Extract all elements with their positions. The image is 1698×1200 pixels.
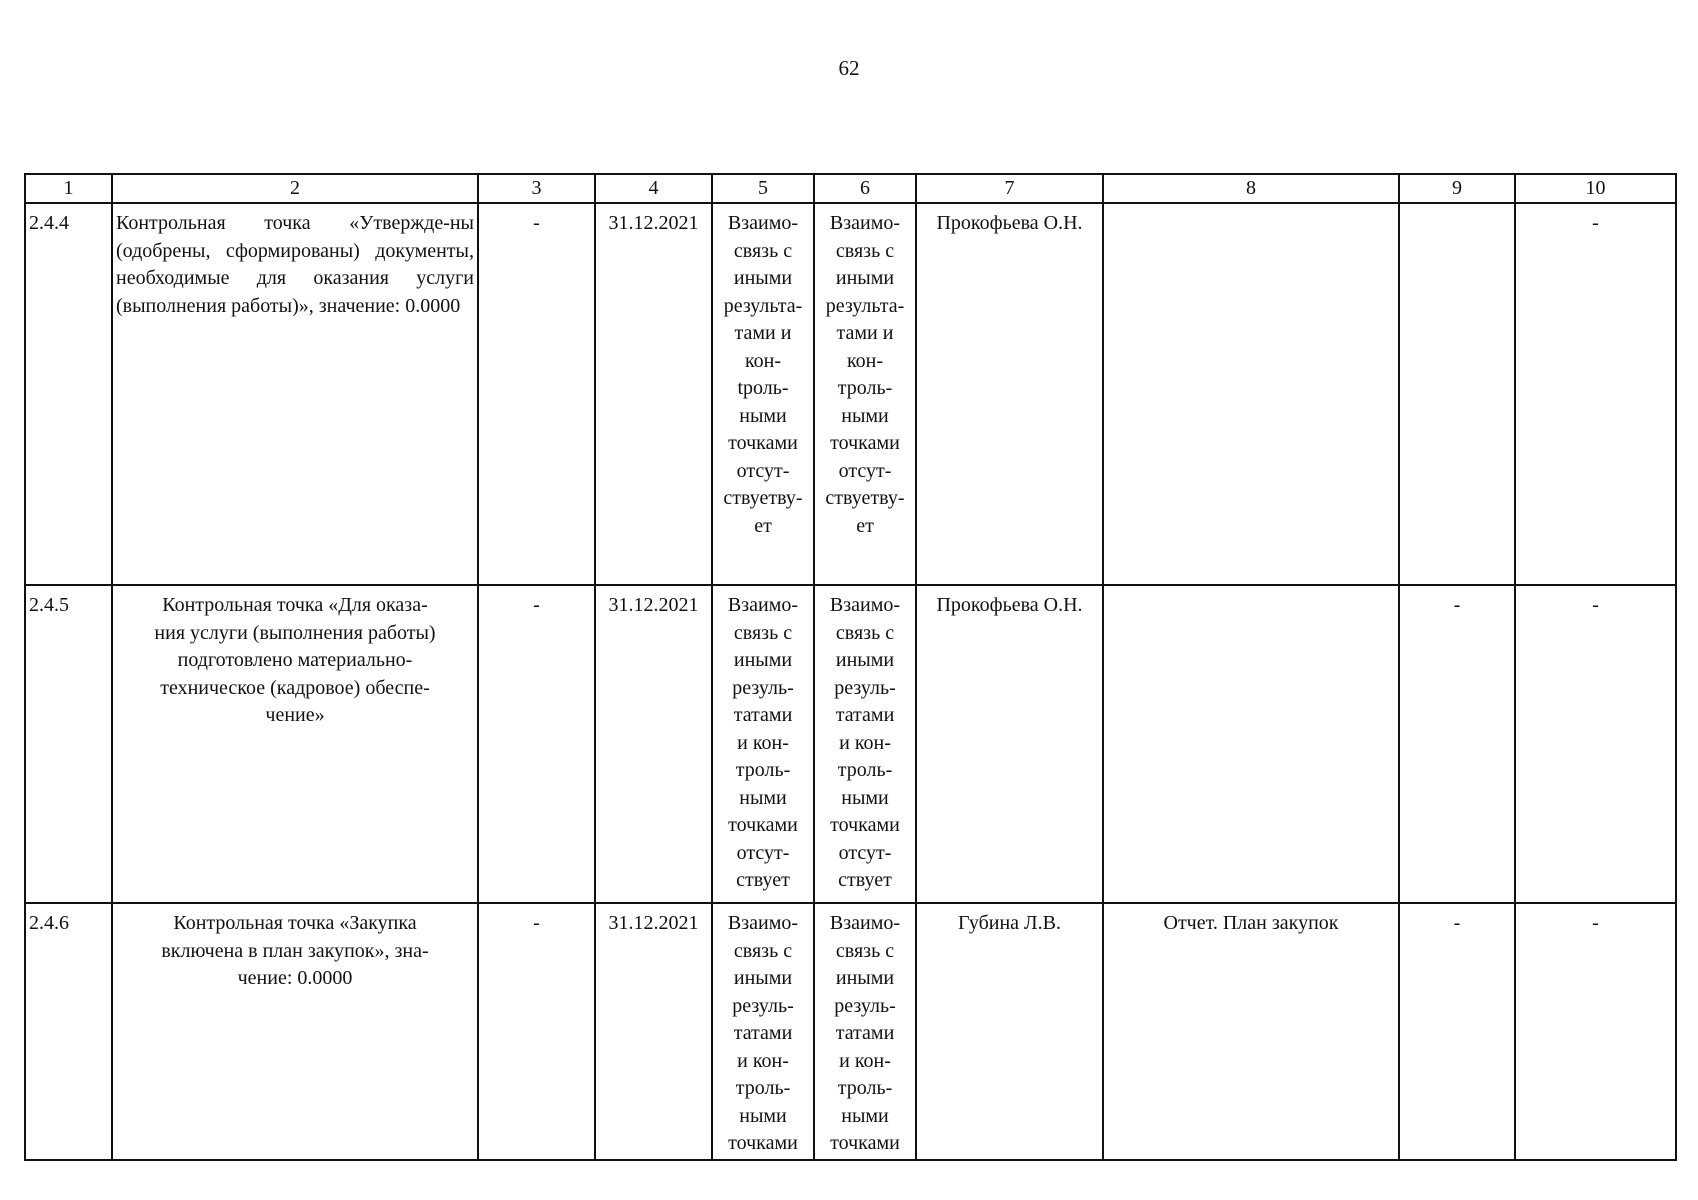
due-date: 31.12.2021 — [595, 585, 712, 903]
document-type: Отчет. План закупок — [1103, 903, 1399, 1160]
relationship-note: Взаимо- связь с иными резуль- татами и кон- троль- ными точками отсут- ствует — [814, 585, 916, 903]
due-date: 31.12.2021 — [595, 903, 712, 1160]
control-point-description: Контрольная точка «Для оказа- ния услуги (выполнения работы) подготовлено материально- техническое (кадровое) обеспе- чение» — [112, 585, 478, 903]
row-number: 2.4.4 — [25, 203, 112, 585]
cell-10: - — [1515, 203, 1676, 585]
cell-9: - — [1399, 903, 1515, 1160]
column-header: 3 — [478, 174, 595, 203]
table-row — [25, 203, 1676, 585]
column-number-header-row — [25, 174, 1676, 203]
column-header: 4 — [595, 174, 712, 203]
relationship-note: Взаимо- связь с иными резуль- татами и кон- троль- ными точками отсут- ствует — [712, 585, 814, 903]
due-date: 31.12.2021 — [595, 203, 712, 585]
cell-dash: - — [478, 203, 595, 585]
cell-dash: - — [478, 585, 595, 903]
control-point-description: Контрольная точка «Утвержде-ны (одобрены, сформированы) документы, необходимые для оказания услуги (выполнения работы)», значение: 0.0000 — [112, 203, 478, 585]
relationship-note: Взаимо- связь с иными результа- тами и кон- tроль- ными точками отсут- ствуетву- ет — [712, 203, 814, 585]
relationship-note: Взаимо- связь с иными резуль- татами и кон- троль- ными точками — [712, 903, 814, 1160]
document-type — [1103, 585, 1399, 903]
column-header: 2 — [112, 174, 478, 203]
document-type — [1103, 203, 1399, 585]
column-header: 7 — [916, 174, 1103, 203]
column-header: 9 — [1399, 174, 1515, 203]
cell-10: - — [1515, 903, 1676, 1160]
column-header: 10 — [1515, 174, 1676, 203]
cell-9 — [1399, 203, 1515, 585]
table-row — [25, 903, 1676, 1160]
control-points-table — [24, 173, 1677, 1161]
cell-dash: - — [478, 903, 595, 1160]
page-number: 62 — [838, 56, 860, 80]
control-point-description: Контрольная точка «Закупка включена в план закупок», зна- чение: 0.0000 — [112, 903, 478, 1160]
responsible-person: Прокофьева О.Н. — [916, 585, 1103, 903]
relationship-note: Взаимо- связь с иными резуль- татами и кон- троль- ными точками — [814, 903, 916, 1160]
row-number: 2.4.5 — [25, 585, 112, 903]
responsible-person: Губина Л.В. — [916, 903, 1103, 1160]
column-header: 1 — [25, 174, 112, 203]
table-row — [25, 585, 1676, 903]
column-header: 8 — [1103, 174, 1399, 203]
column-header: 6 — [814, 174, 916, 203]
row-number: 2.4.6 — [25, 903, 112, 1160]
responsible-person: Прокофьева О.Н. — [916, 203, 1103, 585]
relationship-note: Взаимо- связь с иными результа- тами и кон- троль- ными точками отсут- ствуетву- ет — [814, 203, 916, 585]
cell-9: - — [1399, 585, 1515, 903]
cell-10: - — [1515, 585, 1676, 903]
column-header: 5 — [712, 174, 814, 203]
